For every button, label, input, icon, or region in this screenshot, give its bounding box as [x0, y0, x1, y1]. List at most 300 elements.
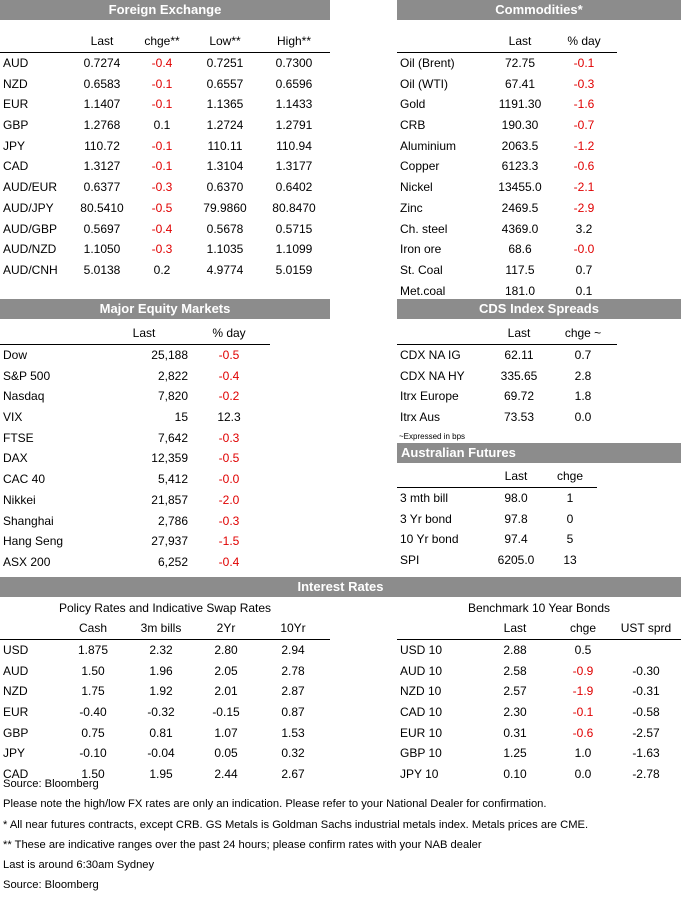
table-row: [397, 660, 681, 681]
table-row: [0, 702, 330, 723]
equity-day-change: -0.5: [218, 451, 240, 466]
commodity-last-value: 68.6: [508, 242, 532, 257]
table-row: [0, 94, 330, 115]
table-row: [397, 639, 681, 660]
policy-currency: JPY: [3, 746, 26, 761]
commodity-name: CRB: [400, 118, 426, 133]
fx-last-value: 5.0138: [83, 262, 121, 277]
fx-last-value: 0.6377: [83, 180, 121, 195]
table-row: [397, 135, 617, 156]
fx-low-value: 0.6370: [206, 180, 244, 195]
table-row: [397, 529, 597, 550]
commodities-header-day: % day: [567, 34, 601, 49]
commodity-day-change: -1.2: [573, 138, 595, 153]
equity-day-change: -0.4: [218, 554, 240, 569]
cds-header-chge: chge ~: [564, 326, 602, 341]
commodity-day-change: 0.7: [575, 262, 593, 277]
table-row: [397, 260, 617, 281]
fx-header-chge: chge**: [144, 34, 180, 49]
bond-name: EUR 10: [400, 725, 443, 740]
commodity-last-value: 6123.3: [501, 159, 539, 174]
fx-header-low: Low**: [209, 34, 241, 49]
fx-change-value: -0.4: [151, 221, 173, 236]
fx-header-high: High**: [276, 34, 312, 49]
equity-last-value: 7,642: [157, 430, 188, 445]
policy-cash-rate: 1.75: [81, 684, 105, 699]
commodity-name: Gold: [400, 97, 426, 112]
fx-change-value: 0.1: [153, 118, 171, 133]
policy-bills-rate: -0.04: [147, 746, 175, 761]
fx-pair-name: AUD/GBP: [3, 221, 58, 236]
future-contract-name: 3 mth bill: [400, 491, 449, 506]
table-row: [397, 280, 617, 301]
policy-currency: GBP: [3, 725, 29, 740]
policy-2yr-rate: 2.01: [214, 684, 238, 699]
bond-change-value: -1.9: [572, 684, 594, 699]
table-row: [0, 469, 270, 490]
policy-currency: NZD: [3, 684, 28, 699]
equity-day-change: 12.3: [217, 410, 241, 425]
futures-header-last: Last: [504, 469, 528, 484]
policy-2yr-rate: 0.05: [214, 746, 238, 761]
bond-change-value: -0.9: [572, 663, 594, 678]
policy-table: [0, 618, 330, 785]
equity-last-value: 7,820: [157, 389, 188, 404]
fx-low-value: 0.7251: [206, 56, 244, 71]
policy-currency: EUR: [3, 705, 29, 720]
table-row: [0, 115, 330, 136]
equity-day-change: -0.2: [218, 389, 240, 404]
equity-index-name: VIX: [3, 410, 23, 425]
note-fx-disclaimer: Please note the high/low FX rates are only an indication. Please refer to your National Dealer for confirmation.: [3, 798, 547, 810]
equity-last-value: 21,857: [151, 492, 188, 507]
table-row: [397, 156, 617, 177]
equity-last-value: 5,412: [157, 472, 188, 487]
fx-pair-name: NZD: [3, 76, 28, 91]
fx-last-value: 0.5697: [83, 221, 121, 236]
futures-header-chge: chge: [556, 469, 584, 484]
fx-last-value: 0.6583: [83, 76, 121, 91]
equity-day-change: -0.4: [218, 368, 240, 383]
table-row: [0, 135, 330, 156]
commodity-day-change: -0.0: [573, 242, 595, 257]
equity-last-value: 2,822: [157, 368, 188, 383]
commodity-last-value: 67.41: [504, 76, 536, 91]
fx-change-value: -0.3: [151, 242, 173, 257]
equity-last-value: 12,359: [151, 451, 188, 466]
note-source: Source: Bloomberg: [3, 778, 99, 790]
commodity-day-change: -0.3: [573, 76, 595, 91]
policy-10yr-rate: 2.67: [281, 767, 305, 782]
table-row: [0, 448, 270, 469]
fx-change-value: -0.1: [151, 159, 173, 174]
fx-pair-name: AUD/JPY: [3, 200, 54, 215]
table-row: [0, 73, 330, 94]
table-row: [0, 386, 270, 407]
commodities-title: Commodities*: [397, 0, 681, 20]
policy-2yr-rate: -0.15: [212, 705, 240, 720]
bond-change-value: 1.0: [574, 746, 592, 761]
table-row: [397, 94, 617, 115]
cds-index-name: Itrx Aus: [400, 410, 441, 425]
policy-currency: USD: [3, 643, 29, 658]
fx-low-value: 1.1035: [206, 242, 244, 257]
table-row: [397, 550, 597, 571]
table-row: [0, 52, 330, 73]
commodity-name: Ch. steel: [400, 221, 448, 236]
fx-high-value: 5.0159: [275, 262, 313, 277]
policy-10yr-rate: 2.87: [281, 684, 305, 699]
cds-last-value: 62.11: [504, 348, 534, 363]
fx-low-value: 0.6557: [206, 76, 244, 91]
future-change-value: 5: [566, 532, 574, 547]
equity-index-name: Hang Seng: [3, 534, 64, 549]
bond-change-value: 0.0: [574, 767, 592, 782]
equity-last-value: 6,252: [157, 554, 188, 569]
table-row: [397, 344, 617, 365]
fx-high-value: 80.8470: [272, 200, 316, 215]
fx-last-value: 110.72: [84, 138, 120, 153]
table-row: [0, 156, 330, 177]
fx-high-value: 1.2791: [275, 118, 313, 133]
future-contract-name: SPI: [400, 553, 420, 568]
cds-index-name: Itrx Europe: [400, 389, 459, 404]
cds-change-value: 0.0: [574, 410, 592, 425]
equity-index-name: Nikkei: [3, 492, 36, 507]
bond-last-yield: 2.30: [503, 705, 527, 720]
table-row: [0, 344, 270, 365]
table-row: [397, 681, 681, 702]
fx-table: [0, 31, 330, 280]
table-row: [397, 177, 617, 198]
commodity-name: Oil (Brent): [400, 56, 455, 71]
table-row: [397, 702, 681, 723]
table-row: [397, 743, 681, 764]
equity-index-name: Nasdaq: [3, 389, 45, 404]
equities-header-last: Last: [132, 326, 156, 341]
table-row: [397, 365, 617, 386]
fx-low-value: 1.1365: [206, 97, 244, 112]
cds-index-name: CDX NA IG: [400, 348, 461, 363]
policy-currency: AUD: [3, 663, 29, 678]
commodity-day-change: -2.1: [573, 180, 595, 195]
commodity-last-value: 2469.5: [501, 200, 539, 215]
table-row: [0, 681, 330, 702]
policy-bills-rate: 1.95: [149, 767, 173, 782]
policy-cash-rate: -0.40: [79, 705, 107, 720]
fx-high-value: 0.7300: [275, 56, 313, 71]
bond-ust-spread: -2.57: [632, 725, 660, 740]
cds-table: [397, 323, 617, 427]
commodity-day-change: -0.7: [573, 118, 595, 133]
bond-change-value: -0.1: [572, 705, 594, 720]
bond-last-yield: 1.25: [503, 746, 527, 761]
table-row: [397, 407, 617, 428]
fx-change-value: -0.1: [151, 76, 173, 91]
commodity-name: Zinc: [400, 200, 423, 215]
policy-cash-rate: 0.75: [81, 725, 105, 740]
future-last-value: 97.8: [504, 511, 528, 526]
equity-last-value: 27,937: [151, 534, 188, 549]
bonds-header-chge: chge: [569, 621, 597, 636]
policy-cash-rate: 1.50: [81, 767, 105, 782]
table-row: [397, 722, 681, 743]
equity-index-name: Dow: [3, 348, 28, 363]
bond-ust-spread: -0.31: [632, 684, 660, 699]
fx-pair-name: JPY: [3, 138, 26, 153]
note-futures: * All near futures contracts, except CRB. GS Metals is Goldman Sachs industrial metals index. Metals prices are CME.: [3, 819, 589, 831]
cds-last-value: 69.72: [503, 389, 535, 404]
table-row: [0, 365, 270, 386]
fx-last-value: 1.1050: [83, 242, 121, 257]
bond-name: USD 10: [400, 643, 443, 658]
table-row: [0, 510, 270, 531]
fx-change-value: -0.3: [151, 180, 173, 195]
cds-index-name: CDX NA HY: [400, 368, 465, 383]
cds-change-value: 0.7: [574, 348, 592, 363]
commodity-day-change: -2.9: [573, 200, 595, 215]
table-row: [397, 198, 617, 219]
bond-last-yield: 0.31: [503, 725, 527, 740]
equity-index-name: ASX 200: [3, 554, 51, 569]
policy-10yr-rate: 2.78: [281, 663, 305, 678]
table-row: [397, 115, 617, 136]
fx-low-value: 4.9774: [206, 262, 244, 277]
commodity-name: Met.coal: [400, 283, 446, 298]
bond-name: JPY 10: [400, 767, 439, 782]
commodity-last-value: 4369.0: [501, 221, 539, 236]
cds-last-value: 335.65: [500, 368, 538, 383]
bond-last-yield: 2.58: [503, 663, 527, 678]
policy-subtitle: Policy Rates and Indicative Swap Rates: [58, 601, 272, 615]
cds-last-value: 73.53: [503, 410, 535, 425]
table-row: [0, 407, 270, 428]
policy-2yr-rate: 1.07: [214, 725, 238, 740]
table-row: [0, 639, 330, 660]
table-row: [0, 722, 330, 743]
bond-name: NZD 10: [400, 684, 442, 699]
bond-last-yield: 2.88: [503, 643, 527, 658]
bonds-subtitle: Benchmark 10 Year Bonds: [467, 601, 611, 615]
fx-low-value: 1.3104: [206, 159, 244, 174]
bond-name: GBP 10: [400, 746, 442, 761]
policy-header-10yr: 10Yr: [280, 621, 306, 636]
fx-last-value: 1.3127: [83, 159, 121, 174]
table-row: [0, 552, 270, 573]
future-last-value: 98.0: [504, 491, 528, 506]
equities-header-day: % day: [212, 326, 246, 341]
table-row: [0, 198, 330, 219]
interest-title: Interest Rates: [0, 577, 681, 597]
fx-low-value: 110.11: [207, 138, 243, 153]
commodity-day-change: -1.6: [573, 97, 595, 112]
commodity-name: St. Coal: [400, 262, 443, 277]
commodity-last-value: 13455.0: [498, 180, 542, 195]
equity-last-value: 15: [174, 410, 188, 425]
fx-high-value: 0.5715: [275, 221, 313, 236]
fx-high-value: 0.6402: [275, 180, 313, 195]
note-source-2: Source: Bloomberg: [3, 879, 99, 891]
policy-bills-rate: 1.92: [149, 684, 173, 699]
fx-low-value: 1.2724: [206, 118, 244, 133]
fx-pair-name: AUD/NZD: [3, 242, 57, 257]
commodities-table: [397, 31, 617, 301]
equity-index-name: S&P 500: [3, 368, 51, 383]
policy-cash-rate: 1.50: [81, 663, 105, 678]
bond-change-value: -0.6: [572, 725, 594, 740]
policy-currency: CAD: [3, 767, 29, 782]
table-row: [397, 73, 617, 94]
equity-day-change: -2.0: [218, 492, 240, 507]
policy-10yr-rate: 2.94: [281, 643, 305, 658]
future-last-value: 6205.0: [497, 553, 535, 568]
cds-change-value: 2.8: [574, 368, 592, 383]
cds-change-value: 1.8: [574, 389, 592, 404]
bonds-header-sprd: UST sprd: [620, 621, 672, 636]
fx-title: Foreign Exchange: [0, 0, 330, 20]
bonds-header-last: Last: [503, 621, 527, 636]
fx-pair-name: AUD/CNH: [3, 262, 58, 277]
commodity-last-value: 181.0: [504, 283, 536, 298]
table-row: [0, 531, 270, 552]
policy-bills-rate: 2.32: [149, 643, 173, 658]
policy-bills-rate: 0.81: [149, 725, 173, 740]
fx-pair-name: EUR: [3, 97, 29, 112]
table-row: [397, 487, 597, 508]
policy-header-2yr: 2Yr: [216, 621, 236, 636]
bond-ust-spread: [611, 639, 681, 660]
policy-10yr-rate: 0.32: [281, 746, 305, 761]
fx-pair-name: AUD/EUR: [3, 180, 58, 195]
equity-day-change: -0.5: [218, 348, 240, 363]
equity-day-change: -0.3: [218, 430, 240, 445]
equity-index-name: CAC 40: [3, 472, 46, 487]
bonds-table: [397, 618, 681, 785]
commodity-day-change: 3.2: [575, 221, 593, 236]
commodity-name: Nickel: [400, 180, 433, 195]
policy-2yr-rate: 2.44: [214, 767, 238, 782]
commodity-name: Iron ore: [400, 242, 442, 257]
fx-change-value: -0.5: [151, 200, 173, 215]
commodity-day-change: -0.1: [573, 56, 595, 71]
table-row: [0, 743, 330, 764]
fx-last-value: 1.2768: [83, 118, 121, 133]
fx-high-value: 0.6596: [275, 76, 313, 91]
equity-day-change: -0.3: [218, 513, 240, 528]
fx-last-value: 0.7274: [83, 56, 121, 71]
policy-header-cash: Cash: [78, 621, 107, 636]
commodity-name: Oil (WTI): [400, 76, 448, 91]
fx-high-value: 110.94: [276, 138, 312, 153]
fx-change-value: -0.4: [151, 56, 173, 71]
commodity-day-change: 0.1: [575, 283, 593, 298]
commodity-last-value: 190.30: [501, 118, 539, 133]
cds-title: CDS Index Spreads: [397, 299, 681, 319]
bond-name: AUD 10: [400, 663, 443, 678]
table-row: [397, 386, 617, 407]
fx-low-value: 79.9860: [203, 200, 247, 215]
fx-high-value: 1.1433: [275, 97, 313, 112]
note-ranges: ** These are indicative ranges over the past 24 hours; please confirm rates with your NAB dealer: [3, 839, 482, 851]
commodities-header-last: Last: [508, 34, 532, 49]
future-change-value: 13: [563, 553, 577, 568]
commodity-last-value: 1191.30: [498, 97, 542, 112]
commodity-name: Aluminium: [400, 138, 457, 153]
equities-table: [0, 323, 270, 572]
equity-day-change: -1.5: [218, 534, 240, 549]
future-change-value: 1: [566, 491, 574, 506]
table-row: [0, 660, 330, 681]
policy-2yr-rate: 2.05: [214, 663, 238, 678]
bond-ust-spread: -1.63: [632, 746, 660, 761]
note-time: Last is around 6:30am Sydney: [3, 859, 155, 871]
table-row: [397, 52, 617, 73]
policy-10yr-rate: 0.87: [281, 705, 305, 720]
fx-pair-name: GBP: [3, 118, 29, 133]
fx-pair-name: CAD: [3, 159, 29, 174]
policy-cash-rate: -0.10: [79, 746, 107, 761]
bond-last-yield: 2.57: [503, 684, 527, 699]
commodity-last-value: 117.5: [505, 262, 535, 277]
equities-title: Major Equity Markets: [0, 299, 330, 319]
table-row: [397, 218, 617, 239]
fx-pair-name: AUD: [3, 56, 29, 71]
table-row: [397, 239, 617, 260]
equity-index-name: DAX: [3, 451, 28, 466]
fx-change-value: -0.1: [151, 97, 173, 112]
fx-high-value: 1.1099: [275, 242, 313, 257]
commodity-day-change: -0.6: [573, 159, 595, 174]
fx-high-value: 1.3177: [275, 159, 313, 174]
cds-header-last: Last: [507, 326, 531, 341]
fx-change-value: -0.1: [151, 138, 173, 153]
table-row: [0, 239, 330, 260]
fx-change-value: 0.2: [153, 262, 171, 277]
fx-header-last: Last: [90, 34, 114, 49]
commodity-last-value: 72.75: [504, 56, 536, 71]
fx-last-value: 1.1407: [83, 97, 121, 112]
commodity-last-value: 2063.5: [501, 138, 539, 153]
bond-ust-spread: -0.58: [632, 705, 660, 720]
table-row: [0, 260, 330, 281]
table-row: [0, 177, 330, 198]
policy-bills-rate: 1.96: [149, 663, 173, 678]
table-row: [397, 764, 681, 785]
policy-header-bills: 3m bills: [140, 621, 182, 636]
equity-day-change: -0.0: [218, 472, 240, 487]
table-row: [397, 508, 597, 529]
equity-index-name: Shanghai: [3, 513, 54, 528]
policy-cash-rate: 1.875: [77, 643, 109, 658]
cds-footnote: ~Expressed in bps: [399, 432, 466, 441]
future-last-value: 97.4: [504, 532, 528, 547]
policy-10yr-rate: 1.53: [281, 725, 305, 740]
futures-title: Australian Futures: [397, 443, 681, 463]
future-change-value: 0: [566, 511, 574, 526]
fx-low-value: 0.5678: [206, 221, 244, 236]
fx-last-value: 80.5410: [80, 200, 124, 215]
bond-ust-spread: -0.30: [632, 663, 660, 678]
table-row: [0, 427, 270, 448]
bond-last-yield: 0.10: [503, 767, 527, 782]
table-row: [0, 218, 330, 239]
equity-last-value: 2,786: [157, 513, 188, 528]
table-row: [0, 490, 270, 511]
bond-ust-spread: -2.78: [632, 767, 660, 782]
bond-change-value: 0.5: [574, 643, 592, 658]
bond-name: CAD 10: [400, 705, 443, 720]
commodity-name: Copper: [400, 159, 440, 174]
